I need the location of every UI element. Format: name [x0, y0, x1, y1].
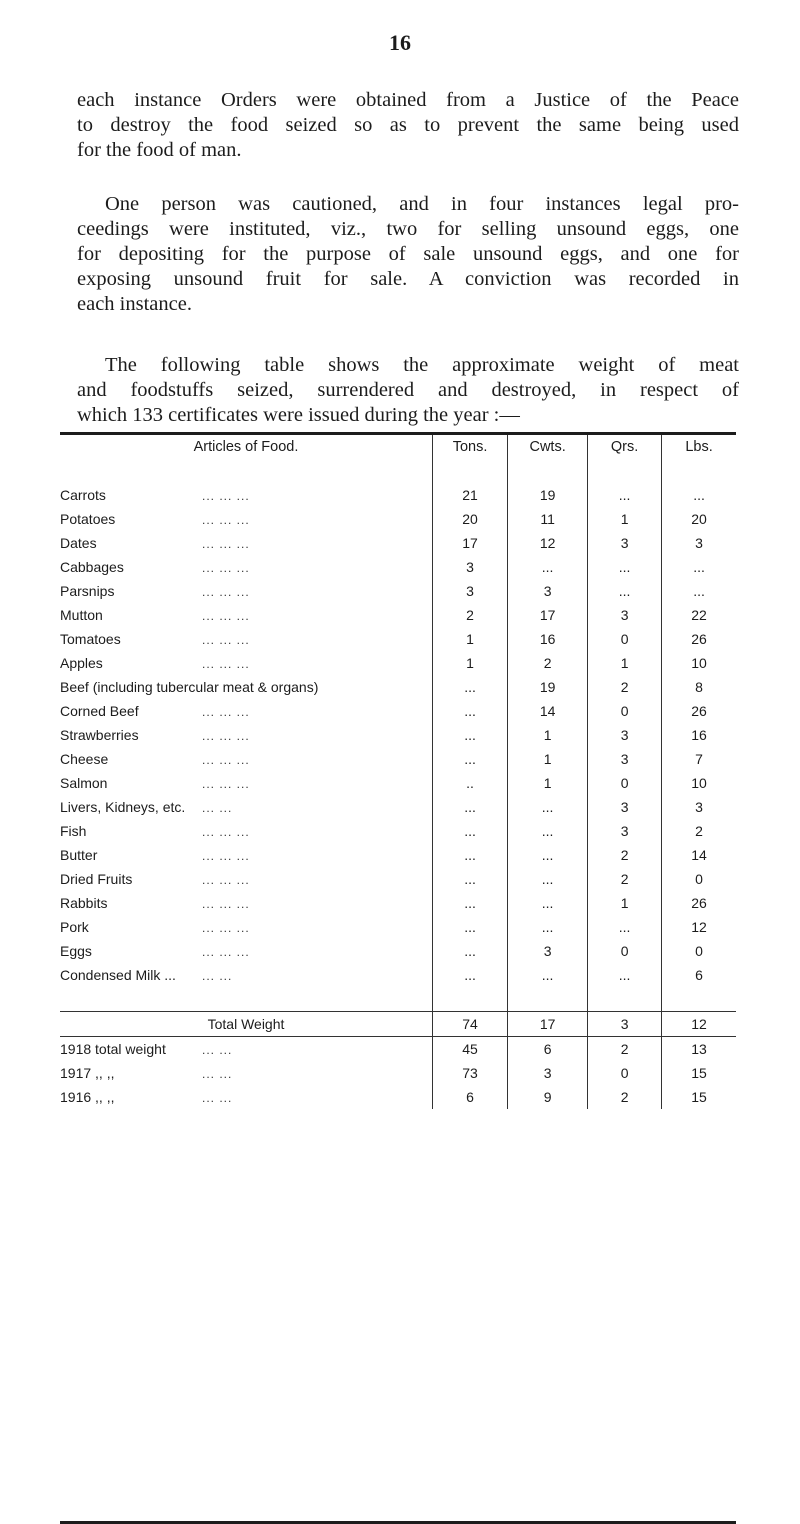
lbs-cell: 8 — [662, 675, 736, 699]
lbs-cell: 16 — [662, 723, 736, 747]
header-cwts: Cwts. — [508, 435, 588, 459]
tons-cell: 1 — [433, 651, 508, 675]
table-row — [60, 507, 736, 531]
table-row — [60, 675, 736, 699]
qrs-cell: ... — [588, 915, 662, 939]
cwts-cell: ... — [508, 795, 588, 819]
qrs-cell: 2 — [588, 867, 662, 891]
article-name-cell — [60, 963, 433, 987]
tons-cell: 73 — [433, 1061, 508, 1085]
lbs-cell: 20 — [662, 507, 736, 531]
qrs-cell: 3 — [588, 747, 662, 771]
table-header-row — [60, 435, 736, 459]
tons-cell: 17 — [433, 531, 508, 555]
tons-cell: ... — [433, 819, 508, 843]
qrs-cell: 3 — [588, 723, 662, 747]
leader-dots: ... ... — [202, 1067, 233, 1081]
article-name: Livers, Kidneys, etc. — [60, 799, 186, 815]
article-name-cell — [60, 507, 433, 531]
leader-dots: ... ... — [202, 801, 233, 815]
tons-cell: ... — [433, 675, 508, 699]
lbs-cell: 2 — [662, 819, 736, 843]
table-row — [60, 771, 736, 795]
tons-cell: ... — [433, 723, 508, 747]
lbs-cell: 12 — [662, 915, 736, 939]
leader-dots: ... ... ... — [202, 609, 250, 623]
cwts-cell: ... — [508, 891, 588, 915]
tons-cell: 3 — [433, 555, 508, 579]
article-name-cell — [60, 699, 433, 723]
paragraph-2 — [77, 192, 739, 317]
leader-dots: ... ... ... — [202, 945, 250, 959]
qrs-cell: 0 — [588, 771, 662, 795]
leader-dots: ... ... ... — [202, 777, 250, 791]
lbs-cell: 7 — [662, 747, 736, 771]
article-name: Potatoes — [60, 511, 116, 527]
article-name-cell — [60, 483, 433, 507]
paragraph-line: ceedings were instituted, viz., two for selling unsound eggs, one — [77, 218, 739, 240]
article-name: Carrots — [60, 487, 106, 503]
cwts-cell: ... — [508, 843, 588, 867]
article-name: Corned Beef — [60, 703, 139, 719]
article-name: Mutton — [60, 607, 103, 623]
article-name: Dried Fruits — [60, 871, 133, 887]
table-row — [60, 867, 736, 891]
lbs-cell: 3 — [662, 531, 736, 555]
lbs-cell: 6 — [662, 963, 736, 987]
table-row — [60, 795, 736, 819]
cwts-cell: 11 — [508, 507, 588, 531]
qrs-cell: 3 — [588, 531, 662, 555]
paragraph-line: One person was cautioned, and in four instances legal pro- — [105, 193, 739, 215]
article-name-cell — [60, 531, 433, 555]
article-name: Dates — [60, 535, 97, 551]
article-name-cell — [60, 891, 433, 915]
article-name-cell — [60, 1037, 433, 1062]
tons-cell: ... — [433, 747, 508, 771]
article-name: Tomatoes — [60, 631, 121, 647]
table-row — [60, 603, 736, 627]
cwts-cell: 1 — [508, 723, 588, 747]
table-row — [60, 843, 736, 867]
article-name: Cheese — [60, 751, 109, 767]
leader-dots: ... ... ... — [202, 489, 250, 503]
cwts-cell: 9 — [508, 1085, 588, 1109]
article-name-cell — [60, 579, 433, 603]
table-row — [60, 555, 736, 579]
lbs-cell: 26 — [662, 699, 736, 723]
leader-dots: ... ... ... — [202, 705, 250, 719]
qrs-cell: 1 — [588, 507, 662, 531]
article-name-cell — [60, 723, 433, 747]
lbs-cell: 0 — [662, 867, 736, 891]
qrs-cell: 3 — [588, 1012, 662, 1037]
total-label: Total Weight — [60, 1012, 433, 1037]
leader-dots: ... ... ... — [202, 561, 250, 575]
leader-dots: ... ... ... — [202, 729, 250, 743]
tons-cell: 6 — [433, 1085, 508, 1109]
leader-dots: ... ... — [202, 969, 233, 983]
tons-cell: 2 — [433, 603, 508, 627]
lbs-cell: 14 — [662, 843, 736, 867]
table-row — [60, 747, 736, 771]
article-name: Eggs — [60, 943, 92, 959]
article-name-cell — [60, 771, 433, 795]
leader-dots: ... ... ... — [202, 633, 250, 647]
article-name: Strawberries — [60, 727, 139, 743]
table-row — [60, 939, 736, 963]
page-number: 16 — [389, 30, 411, 55]
paragraph-line: exposing unsound fruit for sale. A conviction was recorded in — [77, 268, 739, 290]
qrs-cell: 2 — [588, 1085, 662, 1109]
total-row — [60, 1012, 736, 1037]
header-qrs: Qrs. — [588, 435, 662, 459]
tons-cell: 1 — [433, 627, 508, 651]
cwts-cell: 1 — [508, 747, 588, 771]
paragraph-line: to destroy the food seized so as to prevent the same being used — [77, 114, 739, 136]
article-name: Salmon — [60, 775, 108, 791]
cwts-cell: 19 — [508, 483, 588, 507]
table-row — [60, 699, 736, 723]
tons-cell: ... — [433, 963, 508, 987]
qrs-cell: 3 — [588, 603, 662, 627]
table-row — [60, 579, 736, 603]
qrs-cell: 0 — [588, 699, 662, 723]
table-row — [60, 531, 736, 555]
qrs-cell: 1 — [588, 891, 662, 915]
leader-dots: ... ... ... — [202, 513, 250, 527]
tons-cell: ... — [433, 699, 508, 723]
table-row — [60, 483, 736, 507]
leader-dots: ... ... ... — [202, 849, 250, 863]
article-name: Apples — [60, 655, 103, 671]
leader-dots: ... ... ... — [202, 753, 250, 767]
lbs-cell: 10 — [662, 651, 736, 675]
lbs-cell: ... — [662, 555, 736, 579]
article-name-cell — [60, 651, 433, 675]
article-name-cell — [60, 555, 433, 579]
table-row — [60, 627, 736, 651]
article-name-cell — [60, 795, 433, 819]
lbs-cell: 15 — [662, 1085, 736, 1109]
table-row — [60, 963, 736, 987]
qrs-cell: 0 — [588, 939, 662, 963]
article-name-cell — [60, 1085, 433, 1109]
qrs-cell: 1 — [588, 651, 662, 675]
qrs-cell: 2 — [588, 675, 662, 699]
leader-dots: ... ... ... — [202, 921, 250, 935]
tons-cell: 20 — [433, 507, 508, 531]
leader-dots: ... ... — [202, 1091, 233, 1105]
paragraph-line: each instance Orders were obtained from a Justice of the Peace — [77, 89, 739, 111]
leader-dots: ... ... — [202, 1043, 233, 1057]
cwts-cell: ... — [508, 555, 588, 579]
table-row — [60, 891, 736, 915]
tons-cell: ... — [433, 915, 508, 939]
table-row — [60, 651, 736, 675]
paragraph-line: which 133 certificates were issued during the year :— — [77, 404, 520, 426]
paragraph-3 — [77, 353, 739, 428]
paragraph-line: for depositing for the purpose of sale unsound eggs, and one for — [77, 243, 739, 265]
cwts-cell: 14 — [508, 699, 588, 723]
lbs-cell: 12 — [662, 1012, 736, 1037]
article-name: 1918 total weight — [60, 1041, 166, 1057]
article-name: 1916 ,, ,, — [60, 1089, 115, 1105]
tons-cell: 21 — [433, 483, 508, 507]
header-tons: Tons. — [433, 435, 508, 459]
qrs-cell: ... — [588, 579, 662, 603]
cwts-cell: 12 — [508, 531, 588, 555]
table-row — [60, 1061, 736, 1085]
article-name-cell — [60, 675, 433, 699]
lbs-cell: 15 — [662, 1061, 736, 1085]
food-weight-table — [60, 435, 736, 1109]
paragraph-1 — [77, 88, 739, 163]
paragraph-line: and foodstuffs seized, surrendered and destroyed, in respect of — [77, 379, 739, 401]
cwts-cell: 3 — [508, 579, 588, 603]
qrs-cell: 0 — [588, 627, 662, 651]
table-row — [60, 1037, 736, 1062]
lbs-cell: ... — [662, 483, 736, 507]
header-lbs: Lbs. — [662, 435, 736, 459]
table-gap-row — [60, 987, 736, 1012]
article-name-cell — [60, 915, 433, 939]
article-name: Beef (including tubercular meat & organs) — [60, 679, 319, 695]
paragraph-line: each instance. — [77, 293, 192, 315]
tons-cell: ... — [433, 795, 508, 819]
article-name-cell — [60, 819, 433, 843]
tons-cell: ... — [433, 891, 508, 915]
article-name: Cabbages — [60, 559, 124, 575]
header-spacer — [60, 459, 736, 483]
lbs-cell: ... — [662, 579, 736, 603]
cwts-cell: ... — [508, 819, 588, 843]
cwts-cell: 17 — [508, 603, 588, 627]
article-name: 1917 ,, ,, — [60, 1065, 115, 1081]
header-articles: Articles of Food. — [193, 439, 299, 455]
article-name: Pork — [60, 919, 89, 935]
table-row — [60, 723, 736, 747]
tons-cell: ... — [433, 867, 508, 891]
table-row — [60, 1085, 736, 1109]
article-name: Fish — [60, 823, 87, 839]
leader-dots: ... ... ... — [202, 537, 250, 551]
cwts-cell: 2 — [508, 651, 588, 675]
article-name-cell — [60, 939, 433, 963]
cwts-cell: 17 — [508, 1012, 588, 1037]
cwts-cell: ... — [508, 915, 588, 939]
lbs-cell: 26 — [662, 627, 736, 651]
tons-cell: ... — [433, 843, 508, 867]
leader-dots: ... ... ... — [202, 897, 250, 911]
tons-cell: 45 — [433, 1037, 508, 1062]
table-row — [60, 915, 736, 939]
leader-dots: ... ... ... — [202, 585, 250, 599]
leader-dots: ... ... ... — [202, 825, 250, 839]
cwts-cell: 6 — [508, 1037, 588, 1062]
lbs-cell: 26 — [662, 891, 736, 915]
cwts-cell: ... — [508, 867, 588, 891]
qrs-cell: 3 — [588, 819, 662, 843]
lbs-cell: 13 — [662, 1037, 736, 1062]
qrs-cell: 3 — [588, 795, 662, 819]
cwts-cell: 3 — [508, 939, 588, 963]
article-name-cell — [60, 1061, 433, 1085]
article-name-cell — [60, 603, 433, 627]
table-row — [60, 819, 736, 843]
tons-cell: ... — [433, 939, 508, 963]
tons-cell: 3 — [433, 579, 508, 603]
lbs-cell: 3 — [662, 795, 736, 819]
leader-dots: ... ... ... — [202, 657, 250, 671]
cwts-cell: 19 — [508, 675, 588, 699]
article-name-cell — [60, 747, 433, 771]
qrs-cell: ... — [588, 555, 662, 579]
tons-cell: 74 — [433, 1012, 508, 1037]
qrs-cell: ... — [588, 483, 662, 507]
tons-cell: .. — [433, 771, 508, 795]
paragraph-line: The following table shows the approximate weight of meat — [105, 354, 739, 376]
cwts-cell: ... — [508, 963, 588, 987]
cwts-cell: 1 — [508, 771, 588, 795]
cwts-cell: 3 — [508, 1061, 588, 1085]
article-name: Butter — [60, 847, 98, 863]
qrs-cell: ... — [588, 963, 662, 987]
article-name: Parsnips — [60, 583, 115, 599]
paragraph-line: for the food of man. — [77, 139, 242, 161]
lbs-cell: 10 — [662, 771, 736, 795]
article-name: Condensed Milk ... — [60, 967, 176, 983]
article-name-cell — [60, 843, 433, 867]
cwts-cell: 16 — [508, 627, 588, 651]
qrs-cell: 0 — [588, 1061, 662, 1085]
article-name: Rabbits — [60, 895, 108, 911]
qrs-cell: 2 — [588, 1037, 662, 1062]
article-name-cell — [60, 627, 433, 651]
leader-dots: ... ... ... — [202, 873, 250, 887]
lbs-cell: 0 — [662, 939, 736, 963]
qrs-cell: 2 — [588, 843, 662, 867]
lbs-cell: 22 — [662, 603, 736, 627]
article-name-cell — [60, 867, 433, 891]
